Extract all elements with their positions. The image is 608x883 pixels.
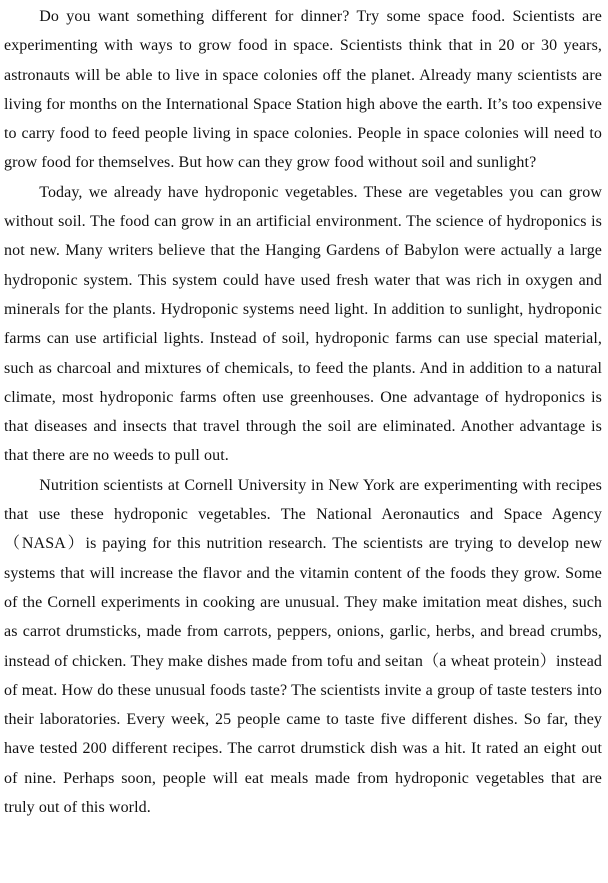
paragraph-2: Today, we already have hydroponic vegetables. These are vegetables you can grow without soil. The food can grow in an artificial environment. The science of hydroponics is not new. Many writers believe that the Hanging Gardens of Babylon were actually a large hydroponic system. This system could have used fresh water that was rich in oxygen and minerals for the plants. Hydroponic systems need light. In addition to sunlight, hydroponic farms can use artificial lights. Instead of soil, hydroponic farms can use special material, such as charcoal and mixtures of chemicals, to feed the plants. And in addition to a natural climate, most hydroponic farms often use greenhouses. One advantage of hydroponics is that diseases and insects that travel through the soil are eliminated. Another advantage is that there are no weeds to pull out. xyxy=(4,183,602,465)
paragraph-1: Do you want something different for dinner? Try some space food. Scientists are experimenting with ways to grow food in space. Scientists think that in 20 or 30 years, astronauts will be able to live in space colonies off the planet. Already many scientists are living for months on the International Space Station high above the earth. It’s too expensive to carry food to feed people living in space colonies. People in space colonies will need to grow food for themselves. But how can they grow food without soil and sunlight? xyxy=(4,8,602,172)
paragraph-3: Nutrition scientists at Cornell University in New York are experimenting with recipes that use these hydroponic vegetables. The National Aeronautics and Space Agency（NASA）is paying for this nutrition research. The scientists are trying to develop new systems that will increase the flavor and the vitamin content of the foods they grow. Some of the Cornell experiments in cooking are unusual. They make imitation meat dishes, such as carrot drumsticks, made from carrots, peppers, onions, garlic, herbs, and bread crumbs, instead of chicken. They make dishes made from tofu and seitan（a wheat protein）instead of meat. How do these unusual foods taste? The scientists invite a group of taste testers into their laboratories. Every week, 25 people came to taste five different dishes. So far, they have tested 200 different recipes. The carrot drumstick dish was a hit. It rated an eight out of nine. Perhaps soon, people will eat meals made from hydroponic vegetables that are truly out of this world. xyxy=(4,476,602,817)
